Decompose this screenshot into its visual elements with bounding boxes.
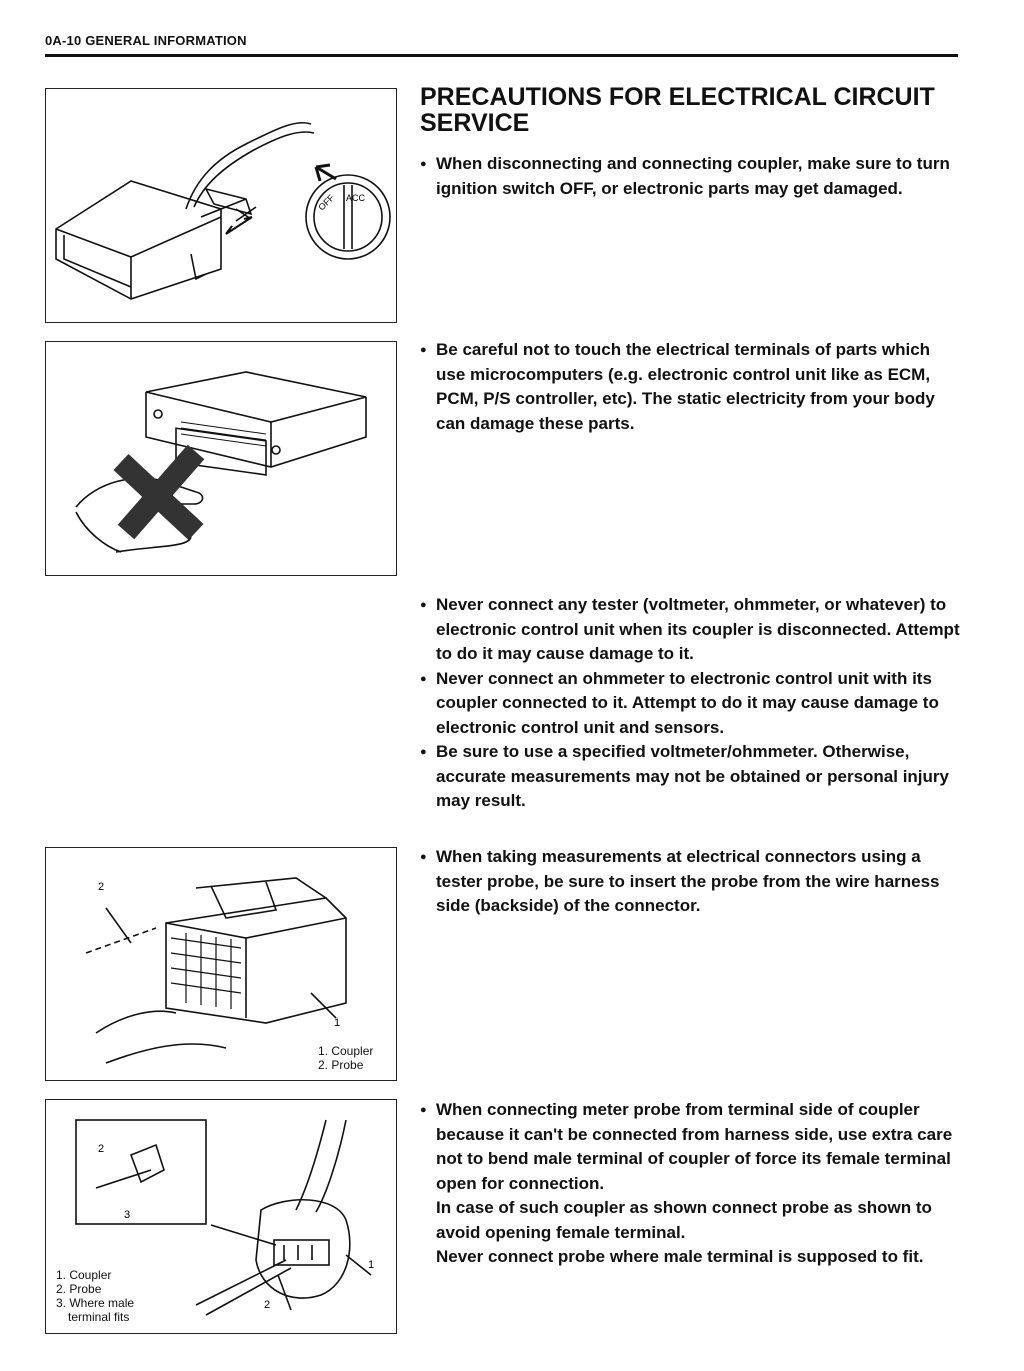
precaution-ohmmeter-connected: ● Never connect an ohmmeter to electronic control unit with its coupler connected to it. Attempt to do it may cause damage to electronic control unit and sensors. bbox=[420, 667, 960, 741]
precaution-terminal-side-probe: ● When connecting meter probe from terminal side of coupler because it can't be connected from harness side, use extra care not to bend male terminal of coupler of force its female terminal open for connection. bbox=[420, 1098, 960, 1196]
header-text: 0A-10 GENERAL INFORMATION bbox=[45, 33, 247, 48]
precaution-tester-disconnected: ● Never connect any tester (voltmeter, ohmmeter, or whatever) to electronic control unit when its coupler is disconnected. Attempt to do it may cause damage to it. bbox=[420, 593, 960, 667]
legend-probe: 2. Probe bbox=[318, 1058, 364, 1072]
prohibited-cross-icon bbox=[121, 452, 196, 532]
legend-coupler: 1. Coupler bbox=[318, 1044, 374, 1058]
ecu-coupler-illustration bbox=[46, 89, 396, 322]
callout-coupler: 1 bbox=[334, 1017, 341, 1029]
switch-label-off: OFF bbox=[316, 192, 337, 213]
callout-probe: 2 bbox=[98, 881, 105, 893]
figure-ignition-coupler bbox=[45, 88, 397, 323]
legend-coupler-2: 1. Coupler bbox=[56, 1268, 112, 1282]
precaution-block-5 bbox=[420, 1098, 960, 1270]
precaution-avoid-opening: In case of such coupler as shown connect probe as shown to avoid opening female terminal. bbox=[436, 1198, 932, 1242]
precaution-ignition-off: ● When disconnecting and connecting coupler, make sure to turn ignition switch OFF, or electronic parts may get damaged. bbox=[420, 152, 960, 201]
precaution-never-male-terminal: Never connect probe where male terminal is supposed to fit. bbox=[436, 1247, 924, 1266]
precaution-harness-side-probe: ● When taking measurements at electrical connectors using a tester probe, be sure to insert the probe from the wire harness side (backside) of the connector. bbox=[420, 845, 960, 919]
figure-probe-terminal-side bbox=[45, 1099, 397, 1334]
legend-male-terminal-cont: terminal fits bbox=[68, 1310, 130, 1324]
precaution-static-electricity: ● Be careful not to touch the electrical terminals of parts which use microcomputers (e.g. electronic control unit like as ECM, PCM, P/S controller, etc). The static electricity from your body can damage these parts. bbox=[420, 338, 960, 436]
callout-probe-2: 2 bbox=[264, 1299, 271, 1311]
legend-probe-2: 2. Probe bbox=[56, 1282, 102, 1296]
precaution-specified-meter: ● Be sure to use a specified voltmeter/ohmmeter. Otherwise, accurate measurements may not be obtained or personal injury may result. bbox=[420, 740, 960, 814]
callout-coupler-2: 1 bbox=[368, 1259, 375, 1271]
precaution-block-4 bbox=[420, 845, 960, 919]
switch-label-acc: ACC bbox=[346, 193, 366, 203]
ecu-hand-crossed-illustration bbox=[46, 342, 396, 575]
precaution-block-3 bbox=[420, 593, 960, 814]
figure-probe-backside bbox=[45, 847, 397, 1081]
legend-male-terminal: 3. Where male bbox=[56, 1296, 135, 1310]
figure-ecu-touch-warning bbox=[45, 341, 397, 576]
section-title: PRECAUTIONS FOR ELECTRICAL CIRCUIT SERVICE bbox=[420, 83, 935, 137]
precaution-block-1 bbox=[420, 152, 960, 201]
callout-male-terminal: 3 bbox=[124, 1209, 131, 1221]
precaution-block-2 bbox=[420, 338, 960, 436]
callout-probe-inset: 2 bbox=[98, 1143, 105, 1155]
page-header bbox=[45, 32, 958, 57]
